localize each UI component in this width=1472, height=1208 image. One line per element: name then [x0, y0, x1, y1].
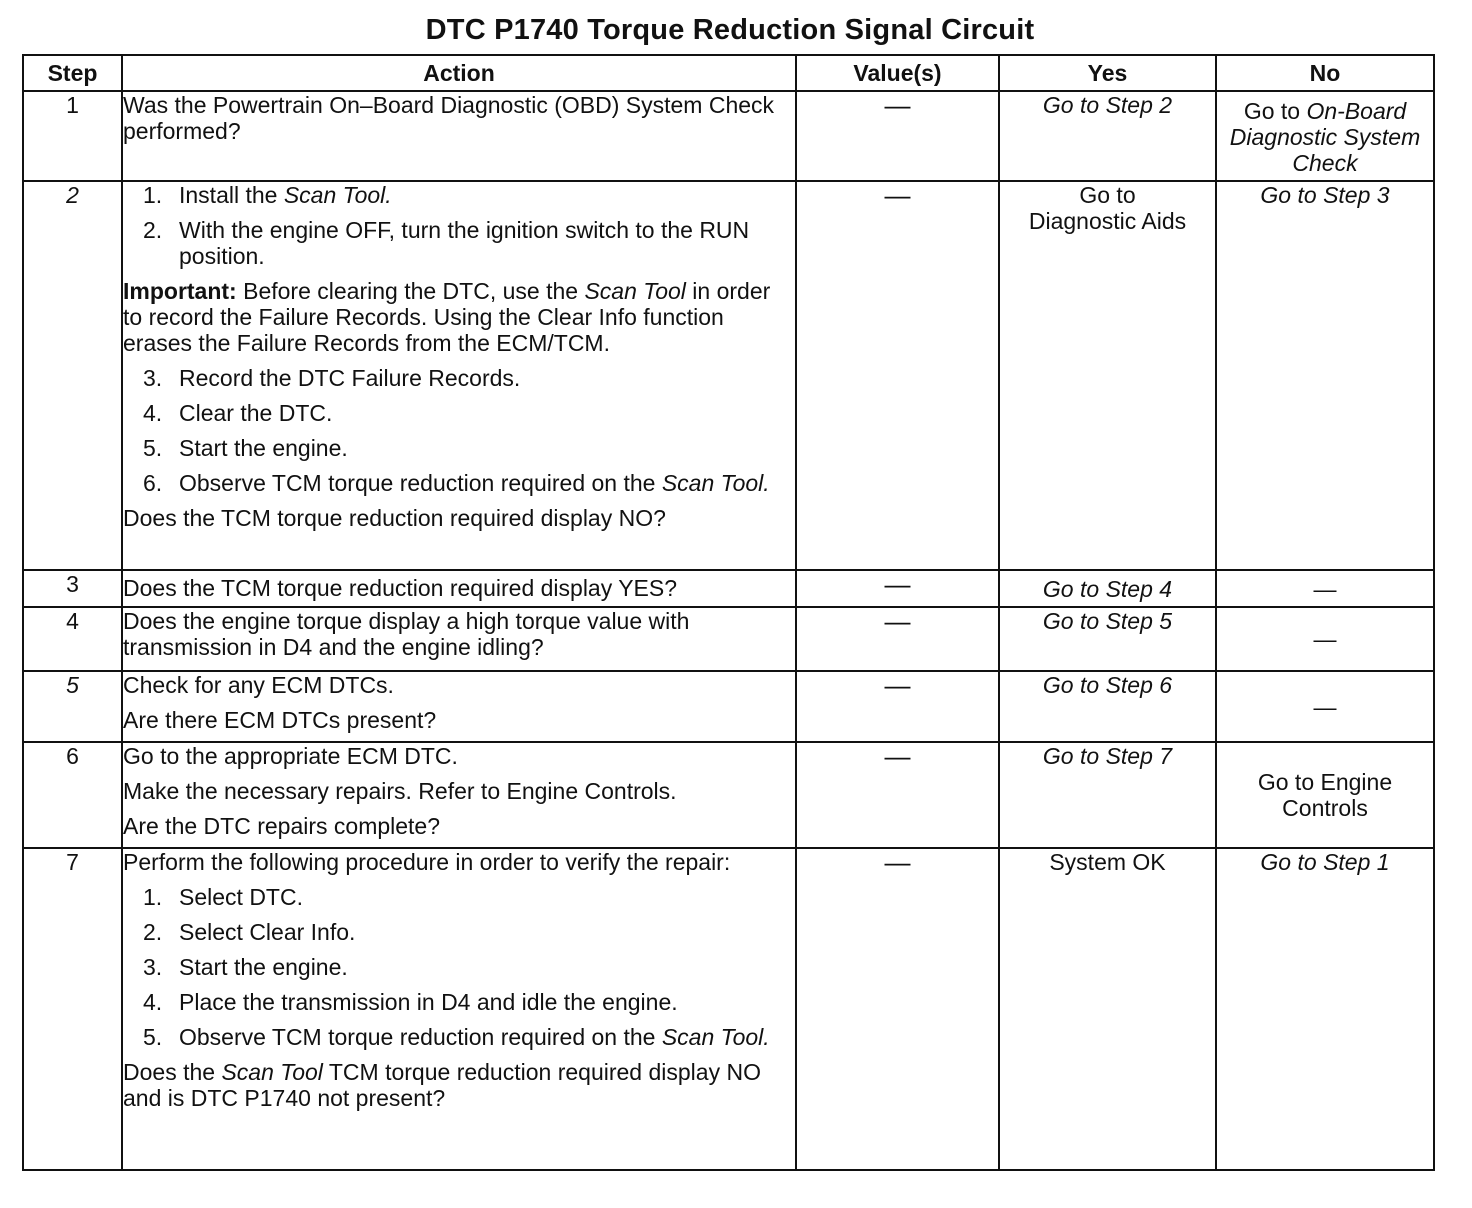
table-row-step-6	[23, 742, 1434, 848]
no-text-prefix: Go to	[1243, 98, 1307, 124]
yes-text-link: Diagnostic Aids	[1028, 208, 1187, 234]
list-item: 5. Observe TCM torque reduction required on the Scan Tool.	[143, 1024, 770, 1050]
yes-cell	[999, 91, 1216, 181]
table-row-step-3	[23, 570, 1434, 607]
value-cell: —	[796, 671, 999, 742]
yes-cell	[999, 181, 1216, 570]
action-question: Are there ECM DTCs present?	[123, 707, 437, 733]
no-cell	[1216, 91, 1434, 181]
list-item: 2. With the engine OFF, turn the ignition switch to the RUN position.	[143, 217, 750, 269]
action-text: Was the Powertrain On–Board Diagnostic (OBD) System Check performed?	[123, 92, 775, 144]
no-cell	[1216, 181, 1434, 570]
action-cell	[122, 607, 796, 671]
step-number: 4	[23, 607, 122, 671]
header-yes: Yes	[999, 55, 1216, 91]
yes-cell	[999, 671, 1216, 742]
value-cell: —	[796, 570, 999, 607]
step-number: 7	[23, 848, 122, 1170]
yes-text: Go to Step 5	[1042, 608, 1173, 634]
header-step: Step	[23, 55, 122, 91]
table-row-step-5	[23, 671, 1434, 742]
no-cell	[1216, 671, 1434, 742]
list-item: 2. Select Clear Info.	[143, 919, 356, 945]
header-row	[23, 55, 1434, 91]
yes-text: Go to Step 4	[1042, 575, 1173, 602]
header-values: Value(s)	[796, 55, 999, 91]
value-cell: —	[796, 742, 999, 848]
table-row-step-2	[23, 181, 1434, 570]
header-action: Action	[122, 55, 796, 91]
no-cell	[1216, 742, 1434, 848]
yes-text: Go to Step 7	[1042, 743, 1173, 769]
table-row-step-4	[23, 607, 1434, 671]
table-row-step-7	[23, 848, 1434, 1170]
action-cell	[122, 848, 796, 1170]
action-cell	[122, 91, 796, 181]
list-item: 3. Start the engine.	[143, 954, 348, 980]
action-text: Check for any ECM DTCs.	[123, 672, 394, 698]
list-item: 1. Select DTC.	[143, 884, 303, 910]
no-text: Go to Step 3	[1260, 182, 1390, 208]
action-cell	[122, 671, 796, 742]
important-note: Important: Before clearing the DTC, use the Scan Tool in order to record the Failure Records. Using the Clear Info function erases the Failure Records from the ECM/TCM.	[123, 278, 771, 356]
action-text: Does the TCM torque reduction required display YES?	[123, 575, 678, 601]
yes-text: Go to	[1079, 182, 1136, 208]
list-item: 6. Observe TCM torque reduction required on the Scan Tool.	[143, 470, 770, 496]
value-cell: —	[796, 91, 999, 181]
diagnostic-table	[22, 54, 1435, 1171]
action-text: Go to the appropriate ECM DTC.	[123, 743, 458, 769]
no-text-link: Controls	[1282, 795, 1368, 821]
header-no: No	[1216, 55, 1434, 91]
list-item: 5. Start the engine.	[143, 435, 348, 461]
step-number: 1	[23, 91, 122, 181]
no-cell	[1216, 570, 1434, 607]
yes-cell	[999, 570, 1216, 607]
no-cell	[1216, 607, 1434, 671]
list-item: 4. Clear the DTC.	[143, 400, 333, 426]
step-number: 6	[23, 742, 122, 848]
yes-text: Go to Step 6	[1042, 672, 1173, 698]
no-text: —	[1313, 693, 1337, 720]
no-text: Go to Engine	[1257, 769, 1393, 795]
yes-cell	[999, 742, 1216, 848]
value-cell: —	[796, 848, 999, 1170]
no-text: —	[1313, 575, 1337, 602]
no-text-link: On-Board Diagnostic System Check	[1229, 98, 1421, 176]
no-text: —	[1313, 626, 1337, 652]
no-text: Go to Step 1	[1260, 849, 1390, 875]
value-cell: —	[796, 181, 999, 570]
step-number: 5	[23, 671, 122, 742]
table-row-step-1	[23, 91, 1434, 181]
list-item: 1. Install the Scan Tool.	[143, 182, 392, 208]
step-number: 2	[23, 181, 122, 570]
step-number: 3	[23, 570, 122, 607]
action-question: Does the TCM torque reduction required display NO?	[123, 505, 666, 531]
no-cell	[1216, 848, 1434, 1170]
action-question: Does the Scan Tool TCM torque reduction required display NO and is DTC P1740 not present?	[123, 1059, 761, 1111]
action-cell	[122, 181, 796, 570]
yes-cell	[999, 607, 1216, 671]
yes-cell	[999, 848, 1216, 1170]
action-cell	[122, 570, 796, 607]
action-intro: Perform the following procedure in order to verify the repair:	[123, 849, 731, 875]
value-cell: —	[796, 607, 999, 671]
yes-text: Go to Step 2	[1042, 92, 1173, 118]
action-question: Are the DTC repairs complete?	[123, 813, 441, 839]
action-cell	[122, 742, 796, 848]
yes-text: System OK	[1049, 849, 1166, 875]
action-text: Make the necessary repairs. Refer to Engine Controls.	[123, 778, 677, 804]
list-item: 4. Place the transmission in D4 and idle the engine.	[143, 989, 678, 1015]
list-item: 3. Record the DTC Failure Records.	[143, 365, 521, 391]
document-title: DTC P1740 Torque Reduction Signal Circuit	[425, 14, 1035, 46]
action-text: Does the engine torque display a high torque value with transmission in D4 and the engine idling?	[123, 608, 690, 660]
